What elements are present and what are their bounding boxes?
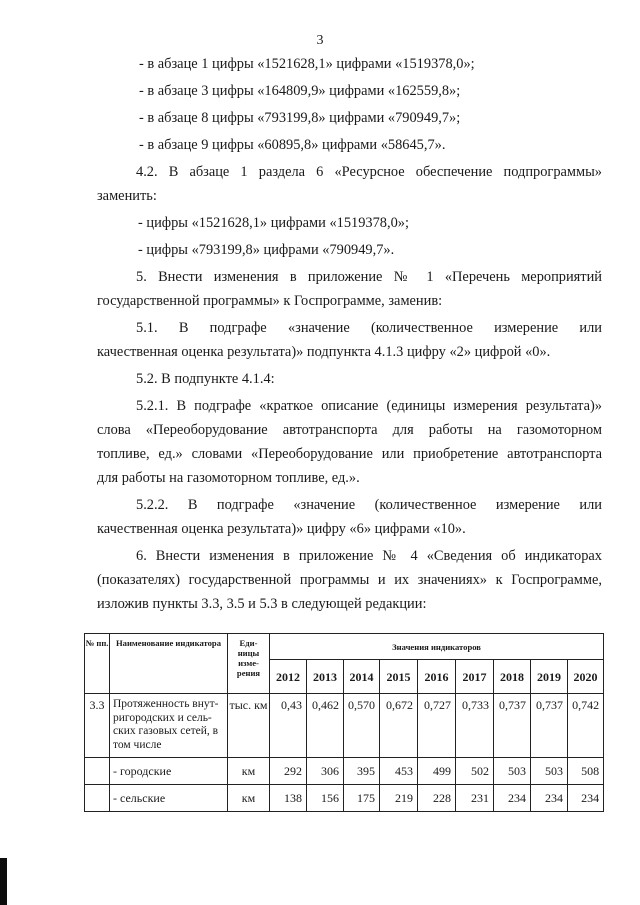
text-line: слова «Переоборудование автотранспорта для работы на газомоторном xyxy=(97,422,602,438)
indicator-value: 234 xyxy=(494,785,531,812)
table-row xyxy=(85,785,604,812)
text-line: (показателях) государственной программы и их значениях» к Госпрограмме, xyxy=(97,572,602,588)
indicator-value: 228 xyxy=(418,785,456,812)
text-line: 5.2.1. В подграфе «краткое описание (единицы измерения результата)» xyxy=(136,398,602,414)
scan-edge-mark xyxy=(0,858,7,905)
indicator-value: 0,727 xyxy=(418,694,456,758)
indicator-name: Протяженность внут- ригородских и сель- ских газовых сетей, в том числе xyxy=(110,694,228,758)
text-line: - цифры «1521628,1» цифрами «1519378,0»; xyxy=(138,215,409,231)
indicator-value: 453 xyxy=(380,758,418,785)
indicator-unit: км xyxy=(228,785,270,812)
table-row xyxy=(85,758,604,785)
indicator-value: 156 xyxy=(307,785,344,812)
indicator-value: 0,43 xyxy=(270,694,307,758)
year-header: 2015 xyxy=(380,660,418,694)
indicator-value: 395 xyxy=(344,758,380,785)
indicator-value: 0,737 xyxy=(494,694,531,758)
row-number xyxy=(85,785,110,812)
text-line: 5. Внести изменения в приложение № 1 «Перечень мероприятий xyxy=(136,269,602,285)
indicator-value: 0,570 xyxy=(344,694,380,758)
text-line: 5.2.2. В подграфе «значение (количественное измерение или xyxy=(136,497,602,513)
indicator-unit: км xyxy=(228,758,270,785)
indicator-value: 0,737 xyxy=(531,694,568,758)
indicator-name: - сельские xyxy=(110,785,228,812)
year-header: 2017 xyxy=(456,660,494,694)
header-unit: Еди- ницы изме- рения xyxy=(228,634,270,694)
text-line: - в абзаце 9 цифры «60895,8» цифрами «58645,7». xyxy=(139,137,446,153)
header-indicator-name: Наименование индикатора xyxy=(110,634,228,694)
indicator-value: 231 xyxy=(456,785,494,812)
year-header: 2018 xyxy=(494,660,531,694)
indicator-value: 0,742 xyxy=(568,694,604,758)
indicator-value: 508 xyxy=(568,758,604,785)
indicator-value: 292 xyxy=(270,758,307,785)
indicator-value: 0,462 xyxy=(307,694,344,758)
text-line: для работы на газомоторном топливе, ед.». xyxy=(97,470,360,486)
year-header: 2014 xyxy=(344,660,380,694)
table-row xyxy=(85,694,604,758)
indicator-value: 306 xyxy=(307,758,344,785)
year-header: 2016 xyxy=(418,660,456,694)
indicator-name: - городские xyxy=(110,758,228,785)
header-number: № пп. xyxy=(85,634,110,694)
text-line: - в абзаце 8 цифры «793199,8» цифрами «790949,7»; xyxy=(139,110,461,126)
indicator-value: 219 xyxy=(380,785,418,812)
text-line: - цифры «793199,8» цифрами «790949,7». xyxy=(138,242,395,258)
indicators-table xyxy=(84,633,604,812)
indicator-value: 0,672 xyxy=(380,694,418,758)
year-header: 2020 xyxy=(568,660,604,694)
header-indicator-values: Значения индикаторов xyxy=(270,634,604,660)
year-header: 2013 xyxy=(307,660,344,694)
row-number xyxy=(85,758,110,785)
text-line: изложив пункты 3.3, 3.5 и 5.3 в следующей редакции: xyxy=(97,596,427,612)
text-line: заменить: xyxy=(97,188,157,204)
indicator-value: 499 xyxy=(418,758,456,785)
indicator-value: 502 xyxy=(456,758,494,785)
text-line: государственной программы» к Госпрограмме, заменив: xyxy=(97,293,443,309)
text-line: 4.2. В абзаце 1 раздела 6 «Ресурсное обеспечение подпрограммы» xyxy=(136,164,602,180)
text-line: качественная оценка результата)» подпункта 4.1.3 цифру «2» цифрой «0». xyxy=(97,344,551,360)
row-number: 3.3 xyxy=(85,694,110,758)
text-line: 5.1. В подграфе «значение (количественное измерение или xyxy=(136,320,602,336)
text-line: 5.2. В подпункте 4.1.4: xyxy=(136,371,275,387)
page-number: 3 xyxy=(316,33,324,48)
year-header: 2012 xyxy=(270,660,307,694)
indicator-value: 503 xyxy=(494,758,531,785)
indicator-value: 175 xyxy=(344,785,380,812)
indicator-value: 234 xyxy=(568,785,604,812)
text-line: - в абзаце 1 цифры «1521628,1» цифрами «1519378,0»; xyxy=(139,56,475,72)
indicator-value: 0,733 xyxy=(456,694,494,758)
year-header: 2019 xyxy=(531,660,568,694)
text-line: 6. Внести изменения в приложение № 4 «Сведения об индикаторах xyxy=(136,548,602,564)
indicator-value: 138 xyxy=(270,785,307,812)
indicator-unit: тыс. км xyxy=(228,694,270,758)
indicator-value: 234 xyxy=(531,785,568,812)
indicator-value: 503 xyxy=(531,758,568,785)
text-line: топливе, ед.» словами «Переоборудование или приобретение автотранспорта xyxy=(97,446,602,462)
text-line: качественная оценка результата)» цифру «6» цифрами «10». xyxy=(97,521,466,537)
text-line: - в абзаце 3 цифры «164809,9» цифрами «162559,8»; xyxy=(139,83,461,99)
